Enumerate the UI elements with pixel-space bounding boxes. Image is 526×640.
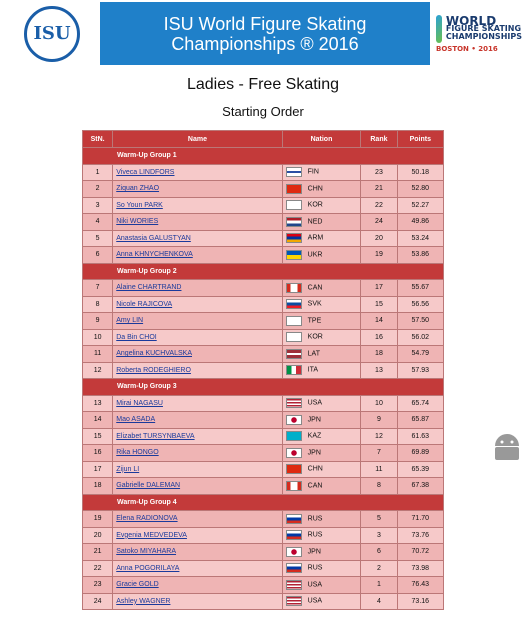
nation-cell [282,577,361,594]
points: 71.70 [397,511,443,528]
points: 57.50 [397,313,443,330]
rus-flag-icon [286,563,302,573]
svk-flag-icon [286,299,302,309]
nation-code: ARM [307,234,324,242]
nation-code: ITA [307,366,319,374]
table-row [83,544,444,561]
rank: 17 [361,280,397,297]
table-row [83,346,444,363]
warmup-group-label: Warm-Up Group 3 [83,379,444,396]
start-number: 7 [83,280,113,297]
nation-code: RUS [307,531,323,539]
rank: 7 [361,445,397,462]
nation-code: JPN [307,449,321,457]
skater-name-link[interactable]: Elizabet TURSYNBAEVA [116,432,195,440]
table-row [83,577,444,594]
kor-flag-icon [286,200,302,210]
nation-cell [282,214,361,231]
skater-name-cell [113,527,282,544]
nation-code: SVK [307,300,322,308]
warmup-group-row [83,494,444,511]
rank: 5 [361,511,397,528]
nation-cell [282,560,361,577]
nation-cell [282,247,361,264]
skater-name-cell [113,478,282,495]
start-number: 23 [83,577,113,594]
skater-name-cell [113,395,282,412]
points: 53.24 [397,230,443,247]
points: 73.16 [397,593,443,610]
rank: 11 [361,461,397,478]
rank: 22 [361,197,397,214]
rank: 3 [361,527,397,544]
skater-name-cell [113,412,282,429]
skater-name-cell [113,197,282,214]
table-row [83,428,444,445]
rank: 15 [361,296,397,313]
skater-name-link[interactable]: Mao ASADA [116,416,156,424]
rank: 21 [361,181,397,198]
skater-name-link[interactable]: Niki WORIES [116,218,159,226]
nation-code: RUS [307,564,323,572]
warmup-group-row [83,263,444,280]
nation-code: JPN [307,548,321,556]
kaz-flag-icon [286,431,302,441]
table-row [83,511,444,528]
usa-flag-icon [286,596,302,606]
table-row [83,181,444,198]
start-number: 9 [83,313,113,330]
table-row [83,230,444,247]
header-points: Points [397,131,443,148]
jpn-flag-icon [286,547,302,557]
start-number: 6 [83,247,113,264]
header-name: Name [113,131,282,148]
nation-cell [282,478,361,495]
chn-flag-icon [286,184,302,194]
table-row [83,560,444,577]
points: 65.87 [397,412,443,429]
table-row [83,313,444,330]
rank: 23 [361,164,397,181]
skater-name-link[interactable]: Angelina KUCHVALSKA [116,350,192,358]
start-number: 1 [83,164,113,181]
can-flag-icon [286,481,302,491]
table-row [83,478,444,495]
skater-name-link[interactable]: Da Bin CHOI [116,333,157,341]
wc-logo-city: BOSTON • 2016 [436,44,498,53]
points: 50.18 [397,164,443,181]
nation-cell [282,362,361,379]
skater-name-cell [113,461,282,478]
usa-flag-icon [286,580,302,590]
start-number: 10 [83,329,113,346]
start-number: 17 [83,461,113,478]
points: 65.39 [397,461,443,478]
skater-name-cell [113,214,282,231]
start-number: 24 [83,593,113,610]
points: 73.98 [397,560,443,577]
nation-code: RUS [307,515,323,523]
nation-cell [282,412,361,429]
start-number: 13 [83,395,113,412]
rank: 10 [361,395,397,412]
rank: 9 [361,412,397,429]
nation-code: JPN [307,416,321,424]
skater-name-link[interactable]: Anna KHNYCHENKOVA [116,251,193,259]
table-row [83,280,444,297]
nation-cell [282,593,361,610]
skater-name-cell [113,560,282,577]
nation-cell [282,445,361,462]
warmup-group-row [83,379,444,396]
nation-cell [282,527,361,544]
rank: 12 [361,428,397,445]
nation-code: KOR [307,201,323,209]
header-banner [4,2,522,65]
rank: 19 [361,247,397,264]
skater-name-cell [113,346,282,363]
skater-name-link[interactable]: Evgenia MEDVEDEVA [116,531,187,539]
nation-cell [282,197,361,214]
start-number: 20 [83,527,113,544]
start-number: 14 [83,412,113,429]
skater-name-cell [113,329,282,346]
jpn-flag-icon [286,415,302,425]
table-row [83,461,444,478]
points: 69.89 [397,445,443,462]
skater-name-link[interactable]: Rika HONGO [116,449,159,457]
wc-logo-line1: WORLD [445,13,497,28]
points: 70.72 [397,544,443,561]
table-row [83,593,444,610]
rank: 2 [361,560,397,577]
rus-flag-icon [286,530,302,540]
start-number: 16 [83,445,113,462]
start-number: 3 [83,197,113,214]
nation-cell [282,395,361,412]
skater-name-cell [113,280,282,297]
fin-flag-icon [286,167,302,177]
start-number: 2 [83,181,113,198]
table-row [83,214,444,231]
skater-name-link[interactable]: Ziquan ZHAO [116,185,160,193]
table-row [83,296,444,313]
start-number: 5 [83,230,113,247]
start-number: 22 [83,560,113,577]
nation-cell [282,461,361,478]
nation-code: USA [307,581,323,589]
ned-flag-icon [286,217,302,227]
isu-logo [4,2,100,65]
lat-flag-icon [286,349,302,359]
points: 49.86 [397,214,443,231]
points: 61.63 [397,428,443,445]
nation-code: NED [307,218,323,226]
isu-logo-mark: ISU [24,6,80,62]
table-row [83,445,444,462]
rank: 24 [361,214,397,231]
start-number: 11 [83,346,113,363]
points: 52.80 [397,181,443,198]
rank: 16 [361,329,397,346]
usa-flag-icon [286,398,302,408]
skater-name-link[interactable]: Amy LIN [116,317,144,325]
rank: 4 [361,593,397,610]
skater-name-link[interactable]: Ashley WAGNER [116,597,171,605]
start-number: 18 [83,478,113,495]
start-number: 19 [83,511,113,528]
skater-name-link[interactable]: Alaine CHARTRAND [116,284,182,292]
points: 52.27 [397,197,443,214]
points: 76.43 [397,577,443,594]
skater-name-link[interactable]: So Youn PARK [116,201,163,209]
points: 53.86 [397,247,443,264]
page-title: Ladies - Free Skating [186,76,340,93]
warmup-group-row [83,148,444,165]
nation-cell [282,181,361,198]
table-row [83,395,444,412]
skater-name-link[interactable]: Viveca LINDFORS [116,168,175,176]
nation-code: CHN [307,465,323,473]
android-robot-icon [490,432,524,462]
points: 56.02 [397,329,443,346]
rank: 20 [361,230,397,247]
start-number: 12 [83,362,113,379]
skater-name-cell [113,296,282,313]
ita-flag-icon [286,365,302,375]
skater-name-cell [113,230,282,247]
jpn-flag-icon [286,448,302,458]
start-number: 15 [83,428,113,445]
skater-name-cell [113,511,282,528]
table-row [83,527,444,544]
skater-name-cell [113,428,282,445]
tpe-flag-icon [286,316,302,326]
points: 57.93 [397,362,443,379]
rank: 6 [361,544,397,561]
nation-cell [282,164,361,181]
start-number: 8 [83,296,113,313]
nation-code: CAN [307,284,323,292]
table-row [83,197,444,214]
nation-cell [282,511,361,528]
skater-name-link[interactable]: Nicole RAJICOVA [116,300,173,308]
skater-name-link[interactable]: Zijun LI [116,465,140,473]
nation-code: CAN [307,482,323,490]
skater-name-cell [113,593,282,610]
table-row [83,362,444,379]
skater-name-cell [113,164,282,181]
skater-name-cell [113,181,282,198]
ukr-flag-icon [286,250,302,260]
rank: 13 [361,362,397,379]
rank: 8 [361,478,397,495]
skater-name-link[interactable]: Mirai NAGASU [116,399,163,407]
world-championships-logo [430,2,522,65]
nation-cell [282,329,361,346]
skater-logo-icon [436,15,442,43]
skater-name-cell [113,577,282,594]
skater-name-cell [113,247,282,264]
wc-logo-line2: FIGURE SKATING [445,23,522,33]
skater-name-link[interactable]: Roberta RODEGHIERO [116,366,191,374]
nation-code: KAZ [307,432,322,440]
header-rank: Rank [361,131,397,148]
skater-name-cell [113,445,282,462]
start-number: 4 [83,214,113,231]
table-header-row [83,131,444,148]
warmup-group-label: Warm-Up Group 1 [83,148,444,165]
nation-cell [282,428,361,445]
can-flag-icon [286,283,302,293]
rank: 18 [361,346,397,363]
points: 65.74 [397,395,443,412]
points: 67.38 [397,478,443,495]
skater-name-cell [113,544,282,561]
nation-code: TPE [307,317,322,325]
skater-name-link[interactable]: Gabrielle DALEMAN [116,482,181,490]
points: 54.79 [397,346,443,363]
points: 56.56 [397,296,443,313]
table-row [83,247,444,264]
nation-cell [282,230,361,247]
skater-name-link[interactable]: Elena RADIONOVA [116,515,178,523]
skater-name-link[interactable]: Gracie GOLD [116,581,159,589]
table-row [83,164,444,181]
nation-code: USA [307,399,323,407]
chn-flag-icon [286,464,302,474]
rus-flag-icon [286,514,302,524]
nation-cell [282,313,361,330]
arm-flag-icon [286,233,302,243]
table-row [83,412,444,429]
starting-order-table [82,130,444,610]
rank: 14 [361,313,397,330]
skater-name-cell [113,313,282,330]
banner-title-line2: Championships ® 2016 [171,33,359,54]
skater-name-link[interactable]: Anna POGORILAYA [116,564,180,572]
banner-title [100,14,430,54]
nation-cell [282,296,361,313]
warmup-group-label: Warm-Up Group 4 [83,494,444,511]
warmup-group-label: Warm-Up Group 2 [83,263,444,280]
nation-code: UKR [307,251,323,259]
banner-title-line1: ISU World Figure Skating [163,13,367,34]
nation-code: KOR [307,333,323,341]
page-subtitle: Starting Order [222,104,304,119]
header-nation: Nation [282,131,361,148]
nation-cell [282,280,361,297]
header-stn: StN. [83,131,113,148]
skater-name-cell [113,362,282,379]
points: 73.76 [397,527,443,544]
points: 55.67 [397,280,443,297]
skater-name-link[interactable]: Anastasia GALUSTYAN [116,234,191,242]
nation-code: FIN [307,168,319,176]
wc-logo-line3: CHAMPIONSHIPS [445,31,522,41]
nation-cell [282,346,361,363]
start-number: 21 [83,544,113,561]
nation-cell [282,544,361,561]
table-row [83,329,444,346]
rank: 1 [361,577,397,594]
kor-flag-icon [286,332,302,342]
nation-code: LAT [307,350,320,358]
nation-code: USA [307,597,323,605]
nation-code: CHN [307,185,323,193]
skater-name-link[interactable]: Satoko MIYAHARA [116,548,177,556]
